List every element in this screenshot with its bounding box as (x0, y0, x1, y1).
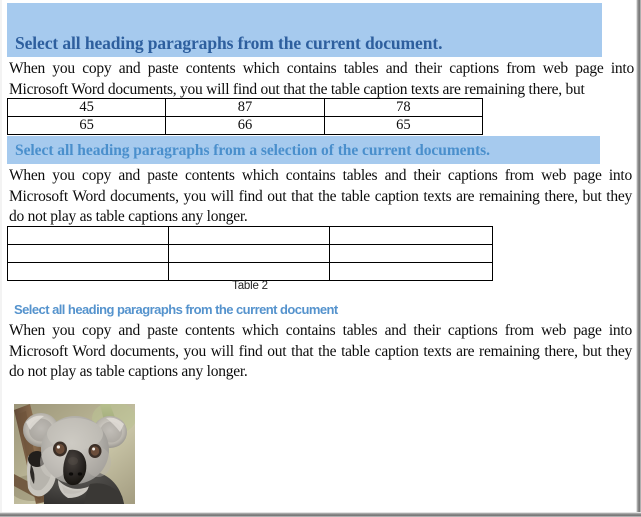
table-cell[interactable]: 78 (324, 99, 482, 117)
table-cell[interactable]: 65 (324, 117, 482, 135)
table-cell[interactable] (330, 227, 493, 245)
window-edge-left (0, 0, 2, 517)
table-row (8, 245, 493, 263)
heading-2: Select all heading paragraphs from a selection of the current documents. (7, 136, 600, 164)
table-cell[interactable] (168, 227, 330, 245)
table-cell[interactable] (8, 227, 169, 245)
heading-1: Select all heading paragraphs from the current document. (7, 3, 602, 57)
heading-3: Select all heading paragraphs from the current document (14, 302, 338, 317)
paragraph-3: When you copy and paste contents which contains tables and their captions from web page into Microsoft Word documents, you will find out that the table caption texts are remaining there, but they do not play as table captions any longer. (9, 322, 632, 380)
table-cell[interactable] (330, 263, 493, 281)
table-cell[interactable] (330, 245, 493, 263)
paragraph-2: When you copy and paste contents which contains tables and their captions from web page into Microsoft Word documents, you will find out that the table caption texts are remaining there, but they do not play as table captions any longer. (9, 167, 632, 225)
table-2-caption: Table 2 (232, 280, 268, 292)
window-edge-bottom (0, 512, 641, 517)
table-cell[interactable] (168, 245, 330, 263)
table-cell[interactable] (8, 245, 169, 263)
koala-photo[interactable] (14, 404, 135, 504)
table-row (8, 227, 493, 245)
table-cell[interactable] (168, 263, 330, 281)
window-edge-right (636, 0, 641, 517)
table-cell[interactable]: 87 (166, 99, 324, 117)
table-cell[interactable]: 45 (8, 99, 166, 117)
table-cell[interactable]: 65 (8, 117, 166, 135)
table-row (8, 263, 493, 281)
table-2 (7, 226, 493, 281)
paragraph-1: When you copy and paste contents which contains tables and their captions from web page into Microsoft Word documents, you will find out that the table caption texts are remaining there, but (9, 60, 634, 98)
table-1 (7, 98, 483, 135)
table-cell[interactable]: 66 (166, 117, 324, 135)
table-row (8, 99, 483, 117)
table-cell[interactable] (8, 263, 169, 281)
table-row (8, 117, 483, 135)
